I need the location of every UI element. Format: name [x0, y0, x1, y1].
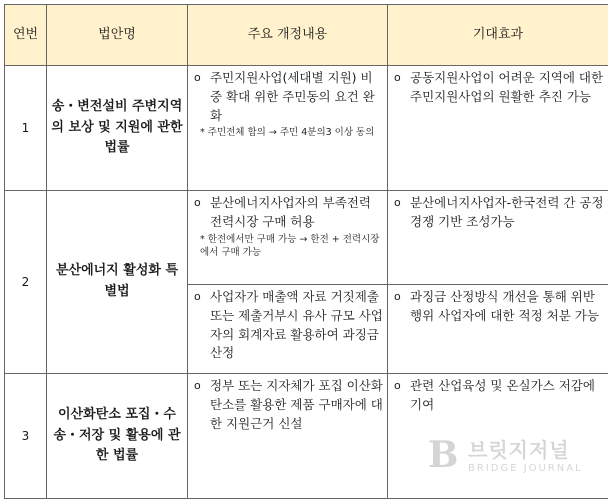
content-cell [188, 191, 388, 285]
effect-text: 공동지원사업이 어려운 지역에 대한 주민지원사업의 원활한 추진 가능 [410, 70, 604, 104]
bullet-mark: o [394, 290, 401, 303]
content-text: 분산에너지사업자의 부족전력 전력시장 구매 허용 [210, 195, 371, 229]
row-number: 3 [5, 374, 47, 499]
effect-item [394, 377, 604, 415]
content-text: 사업자가 매출액 자료 거짓제출 또는 제출거부시 유사 규모 사업자의 회계자료 활용하여 과징금 산정 [210, 289, 383, 361]
row-number: 1 [5, 66, 47, 191]
effect-text: 과징금 산정방식 개선을 통해 위반행위 사업자에 대한 적정 처분 가능 [410, 289, 599, 323]
watermark-korean: 브릿지저널 [468, 438, 570, 462]
bullet-mark: o [194, 196, 201, 209]
content-item [194, 69, 383, 125]
content-text: 정부 또는 지자체가 포집 이산화탄소를 활용한 제품 구매자에 대한 지원근거 신설 [210, 378, 383, 431]
law-amendment-table [4, 4, 608, 499]
content-item [194, 288, 383, 363]
header-row [5, 5, 608, 66]
header-effect: 기대효과 [388, 5, 608, 66]
bullet-mark: o [194, 71, 201, 84]
effect-item [394, 288, 604, 326]
watermark-english: BRIDGE JOURNAL [468, 463, 583, 474]
bullet-mark: o [394, 196, 401, 209]
content-note: * 주민전체 합의 → 주민 4분의3 이상 동의 [200, 127, 375, 139]
content-cell [188, 66, 388, 191]
law-name: 송・변전설비 주변지역의 보상 및 지원에 관한 법률 [47, 66, 188, 191]
row-number: 2 [5, 191, 47, 374]
content-text: 주민지원사업(세대별 지원) 비중 확대 위한 주민동의 요건 완화 [210, 70, 375, 123]
bridge-journal-logo-icon: B [428, 434, 459, 476]
bullet-mark: o [394, 71, 401, 84]
bridge-journal-watermark [428, 426, 606, 482]
header-name: 법안명 [47, 5, 188, 66]
effect-cell [388, 191, 608, 285]
content-item [194, 377, 383, 433]
header-no: 연번 [5, 5, 47, 66]
effect-cell [388, 66, 608, 191]
table-row [5, 191, 608, 285]
content-cell [188, 374, 388, 499]
effect-item [394, 69, 604, 107]
effect-item [394, 194, 604, 232]
table-row [5, 66, 608, 191]
header-content: 주요 개정내용 [188, 5, 388, 66]
bullet-mark: o [394, 379, 401, 392]
content-item [194, 194, 383, 232]
watermark-text [468, 434, 583, 474]
bullet-mark: o [194, 379, 201, 392]
content-note: * 한전에서만 구매 가능 → 한전 + 전력시장에서 구매 가능 [200, 233, 380, 259]
content-cell [188, 285, 388, 374]
effect-text: 관련 산업육성 및 온실가스 저감에 기여 [410, 378, 595, 412]
bullet-mark: o [194, 290, 201, 303]
law-name: 이산화탄소 포집・수송・저장 및 활용에 관한 법률 [47, 374, 188, 499]
effect-cell [388, 285, 608, 374]
effect-text: 분산에너지사업자-한국전력 간 공정경쟁 기반 조성가능 [410, 195, 604, 229]
law-name: 분산에너지 활성화 특별법 [47, 191, 188, 374]
